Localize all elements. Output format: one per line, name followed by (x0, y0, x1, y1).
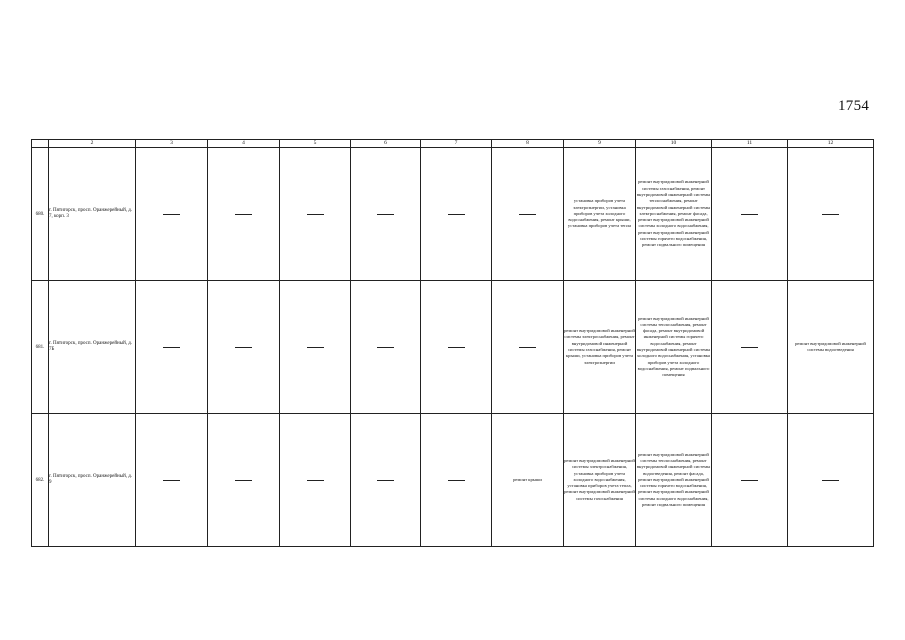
dash-mark (822, 480, 839, 481)
work-cell-col9: ремонт внутридомовой инженерной системы электроснабжения, установка приборов учета холодного водоснабжения, установка приборов учета тепла, ремонт внутридомовой инженерной системы газоснабжения (564, 414, 636, 547)
dash-mark (163, 347, 180, 348)
empty-cell (421, 414, 492, 547)
dash-mark (163, 214, 180, 215)
empty-cell (712, 414, 788, 547)
dash-mark (377, 214, 394, 215)
column-header (32, 140, 49, 148)
capital-repair-table (31, 139, 874, 547)
dash-mark (519, 347, 536, 348)
work-cell-col10: ремонт внутридомовой инженерной системы теплоснабжения, ремонт фасада, ремонт внутридомовой инженерной системы горячего водоснабжения, ремонт внутридомовой инженерной системы холодного водоснабжения, установка приборов учета холодного водоснабжения, ремонт подвального помещения (636, 281, 712, 414)
row-number: 682. (32, 414, 49, 547)
empty-cell (788, 414, 874, 547)
column-header: 10 (636, 140, 712, 148)
empty-cell (208, 281, 280, 414)
dash-mark (519, 214, 536, 215)
empty-cell (351, 148, 421, 281)
empty-cell (788, 148, 874, 281)
column-header: 5 (280, 140, 351, 148)
empty-cell (712, 281, 788, 414)
empty-cell (351, 414, 421, 547)
column-header: 4 (208, 140, 280, 148)
empty-cell (421, 281, 492, 414)
empty-cell (136, 281, 208, 414)
column-header: 7 (421, 140, 492, 148)
column-header: 11 (712, 140, 788, 148)
empty-cell (421, 148, 492, 281)
empty-cell (351, 281, 421, 414)
column-header: 8 (492, 140, 564, 148)
table-row (32, 414, 874, 547)
dash-mark (448, 347, 465, 348)
empty-cell (280, 281, 351, 414)
page-number: 1754 (838, 98, 870, 114)
empty-cell (208, 414, 280, 547)
dash-mark (377, 347, 394, 348)
dash-mark (741, 347, 758, 348)
work-cell-col10: ремонт внутридомовой инженерной системы газоснабжения, ремонт внутридомовой инженерной системы теплоснабжения, ремонт внутридомовой инженерной системы электроснабжения, ремонт фасада, ремонт внутридомовой инженерной системы холодного водоснабжения, ремонт внутридомовой инженерной системы горячего водоснабжения, ремонт подвального помещения (636, 148, 712, 281)
work-cell-col9: ремонт внутридомовой инженерной системы электроснабжения, ремонт внутридомовой инженерной системы газоснабжения, ремонт крыши, установка приборов учета электроэнергии (564, 281, 636, 414)
dash-mark (307, 480, 324, 481)
dash-mark (307, 347, 324, 348)
work-cell-col10: ремонт внутридомовой инженерной системы теплоснабжения, ремонт внутридомовой инженерной системы водоотведения, ремонт фасада, ремонт внутридомовой инженерной системы горячего водоснабжения, ремонт внутридомовой инженерной системы холодного водоснабжения, ремонт подвального помещения (636, 414, 712, 547)
dash-mark (448, 480, 465, 481)
work-cell-col12: ремонт внутридомовой инженерной системы водоотведения (788, 281, 874, 414)
table-row (32, 148, 874, 281)
empty-cell (492, 148, 564, 281)
work-cell-col8: ремонт крыши (492, 414, 564, 547)
column-header: 2 (49, 140, 136, 148)
address-cell: г. Пятигорск, просп. Оранжерейный, д. 9 (49, 414, 136, 547)
address-cell: г. Пятигорск, просп. Оранжерейный, д. 7, корп. 3 (49, 148, 136, 281)
empty-cell (136, 148, 208, 281)
dash-mark (377, 480, 394, 481)
empty-cell (712, 148, 788, 281)
dash-mark (307, 214, 324, 215)
column-header: 3 (136, 140, 208, 148)
dash-mark (741, 214, 758, 215)
row-number: 681. (32, 281, 49, 414)
empty-cell (280, 414, 351, 547)
empty-cell (208, 148, 280, 281)
column-header: 6 (351, 140, 421, 148)
dash-mark (163, 480, 180, 481)
dash-mark (741, 480, 758, 481)
address-cell: г. Пятигорск, просп. Оранжерейный, д. 7Б (49, 281, 136, 414)
dash-mark (822, 214, 839, 215)
row-number: 680. (32, 148, 49, 281)
dash-mark (448, 214, 465, 215)
empty-cell (280, 148, 351, 281)
empty-cell (492, 281, 564, 414)
column-number-header-row (32, 140, 874, 148)
dash-mark (235, 347, 252, 348)
column-header: 12 (788, 140, 874, 148)
column-header: 9 (564, 140, 636, 148)
table-row (32, 281, 874, 414)
empty-cell (136, 414, 208, 547)
dash-mark (235, 480, 252, 481)
work-cell-col9: установка приборов учета электроэнергии, установка приборов учета холодного водоснабжения, ремонт крыши, установка приборов учета тепла (564, 148, 636, 281)
dash-mark (235, 214, 252, 215)
